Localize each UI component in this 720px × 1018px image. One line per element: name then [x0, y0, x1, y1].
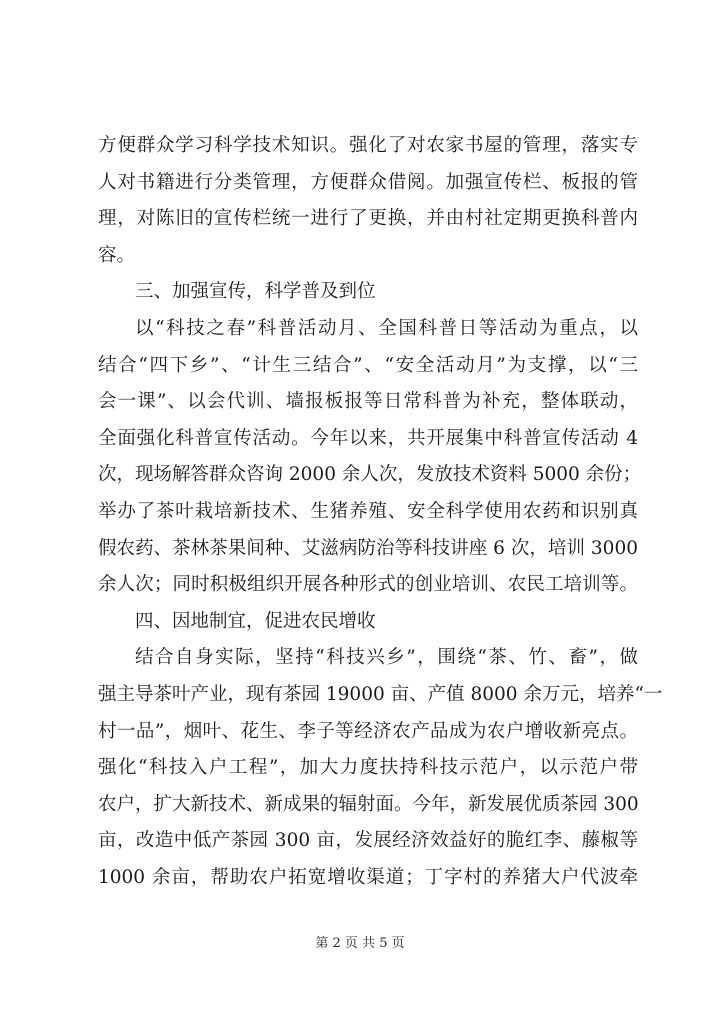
text-line-11: 举办了茶叶栽培新技术、生猪养殖、安全科学使用农药和识别真: [98, 500, 638, 522]
page-number-footer: 第 2 页 共 5 页: [315, 936, 405, 951]
text-line-16: 强主导茶叶产业，现有茶园 19000 亩、产值 8000 余万元，培养“一: [98, 683, 663, 705]
text-line-20: 亩，改造中低产茶园 300 亩，发展经济效益好的脆红李、藤椒等: [98, 830, 638, 852]
text-line-6: 以“科技之春”科普活动月、全国科普日等活动为重点，以: [135, 317, 638, 339]
text-line-9: 全面强化科普宣传活动。今年以来，共开展集中科普宣传活动 4: [98, 427, 638, 449]
text-line-13: 余人次；同时积极组织开展各种形式的创业培训、农民工培训等。: [98, 574, 638, 596]
text-line-12: 假农药、茶林茶果间种、艾滋病防治等科技讲座 6 次，培训 3000: [98, 537, 638, 559]
text-line-18: 强化“科技入户工程”，加大力度扶持科技示范户，以示范户带: [98, 757, 638, 779]
text-line-4: 容。: [98, 244, 136, 266]
text-line-8: 会一课”、以会代训、墙报板报等日常科普为补充，整体联动，: [98, 391, 638, 413]
text-line-2: 人对书籍进行分类管理，方便群众借阅。加强宣传栏、板报的管: [98, 171, 638, 193]
text-line-19: 农户，扩大新技术、新成果的辐射面。今年，新发展优质茶园 300: [98, 793, 639, 815]
text-line-1: 方便群众学习科学技术知识。强化了对农家书屋的管理，落实专: [98, 135, 638, 156]
text-line-7: 结合“四下乡”、“计生三结合”、“安全活动月”为支撑，以“三: [98, 354, 638, 376]
text-line-10: 次，现场解答群众咨询 2000 余人次，发放技术资料 5000 余份；: [98, 464, 642, 486]
text-line-21: 1000 余亩，帮助农户拓宽增收渠道；丁字村的养猪大户代波牵: [98, 866, 638, 888]
text-line-3: 理，对陈旧的宣传栏统一进行了更换，并由村社定期更换科普内: [98, 208, 638, 230]
document-body: [98, 128, 663, 896]
section-heading-3: 三、加强宣传，科学普及到位: [135, 281, 376, 303]
text-line-17: 村一品”，烟叶、花生、李子等经济农产品成为农户增收新亮点。: [98, 720, 638, 742]
section-heading-4: 四、因地制宜，促进农民增收: [135, 610, 376, 632]
text-line-15: 结合自身实际，坚持“科技兴乡”，围绕“茶、竹、畜”，做: [135, 647, 638, 669]
